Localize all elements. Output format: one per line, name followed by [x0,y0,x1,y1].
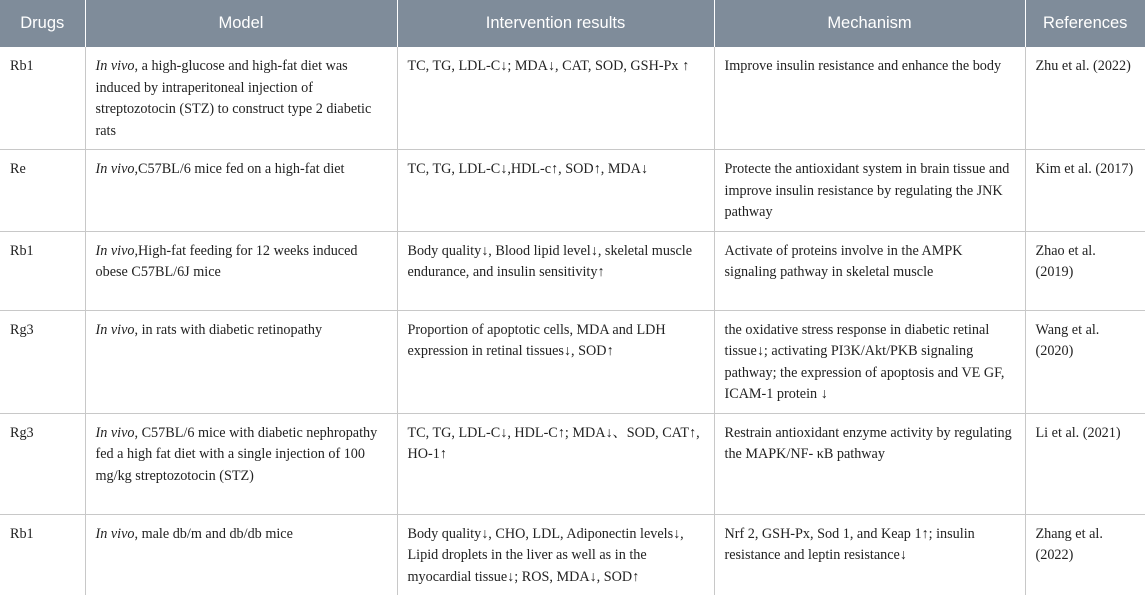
table-row [0,310,1145,413]
model-italic: In vivo [95,58,135,74]
model-italic: In vivo [95,161,135,177]
cell-results: TC, TG, LDL-C↓; MDA↓, CAT, SOD, GSH-Px ↑ [397,47,714,150]
model-text: , in rats with diabetic retinopathy [134,321,323,338]
cell-results: TC, TG, LDL-C↓, HDL-C↑; MDA↓、SOD, CAT↑, HO-1↑ [397,413,714,514]
cell-model [85,514,397,595]
cell-mechanism: Protecte the antioxidant system in brain tissue and improve insulin resistance by regulating the JNK pathway [714,150,1025,232]
cell-model [85,231,397,310]
header-row [0,0,1145,47]
cell-reference: Kim et al. (2017) [1025,150,1145,232]
model-italic: In vivo [95,242,135,259]
cell-reference: Li et al. (2021) [1025,413,1145,514]
cell-mechanism: the oxidative stress response in diabetic retinal tissue↓; activating PI3K/Akt/PKB signaling pathway; the expression of apoptosis and VE GF, ICAM-1 protein ↓ [714,310,1025,413]
cell-mechanism: Restrain antioxidant enzyme activity by regulating the MAPK/NF- κB pathway [714,413,1025,514]
cell-drug: Rb1 [10,525,34,542]
header-drugs: Drugs [0,0,85,47]
table-header [0,0,1145,47]
cell-reference: Wang et al. (2020) [1025,310,1145,413]
table-row [0,514,1145,595]
model-text: , a high-glucose and high-fat diet was induced by intraperitoneal injection of streptozotocin (STZ) to construct type 2 diabetic rats [95,58,372,139]
cell-reference: Zhu et al. (2022) [1025,47,1145,150]
cell-results: TC, TG, LDL-C↓,HDL-c↑, SOD↑, MDA↓ [397,150,714,232]
model-italic: In vivo [95,424,135,441]
table-row [0,413,1145,514]
model-text: , male db/m and db/db mice [134,525,293,542]
cell-drug: Rb1 [0,231,85,310]
model-text: ,C57BL/6 mice fed on a high-fat diet [134,161,345,177]
model-italic: In vivo [95,525,135,542]
cell-model [85,150,397,232]
table-row [0,47,1145,150]
model-text: ,High-fat feeding for 12 weeks induced obese C57BL/6J mice [95,242,358,280]
model-italic: In vivo [95,321,135,338]
table-body [0,47,1145,595]
cell-drug: Re [0,150,85,232]
cell-model [85,413,397,514]
cell-mechanism: Activate of proteins involve in the AMPK signaling pathway in skeletal muscle [714,231,1025,310]
header-mechanism: Mechanism [714,0,1025,47]
cell-results: Proportion of apoptotic cells, MDA and LDH expression in retinal tissues↓, SOD↑ [397,310,714,413]
header-model: Model [85,0,397,47]
cell-results: Body quality↓, CHO, LDL, Adiponectin levels↓, Lipid droplets in the liver as well as in the myocardial tissue↓; ROS, MDA↓, SOD↑ [397,514,714,595]
cell-model [85,310,397,413]
cell-drug: Rg3 [0,310,85,413]
table-row [0,150,1145,232]
cell-mechanism: Nrf 2, GSH-Px, Sod 1, and Keap 1↑; insulin resistance and leptin resistance↓ [714,514,1025,595]
model-text: , C57BL/6 mice with diabetic nephropathy fed a high fat diet with a single injection of 100 mg/kg streptozotocin (STZ) [95,424,378,484]
header-references: References [1025,0,1145,47]
cell-drug: Rb1 [0,47,85,150]
cell-reference: Zhang et al. (2022) [1025,514,1145,595]
cell-model [85,47,397,150]
cell-mechanism: Improve insulin resistance and enhance the body [714,47,1025,150]
table-row [0,231,1145,310]
cell-drug: Rg3 [0,413,85,514]
cell-reference: Zhao et al. (2019) [1025,231,1145,310]
cell-results: Body quality↓, Blood lipid level↓, skeletal muscle endurance, and insulin sensitivity↑ [397,231,714,310]
header-intervention-results: Intervention results [397,0,714,47]
